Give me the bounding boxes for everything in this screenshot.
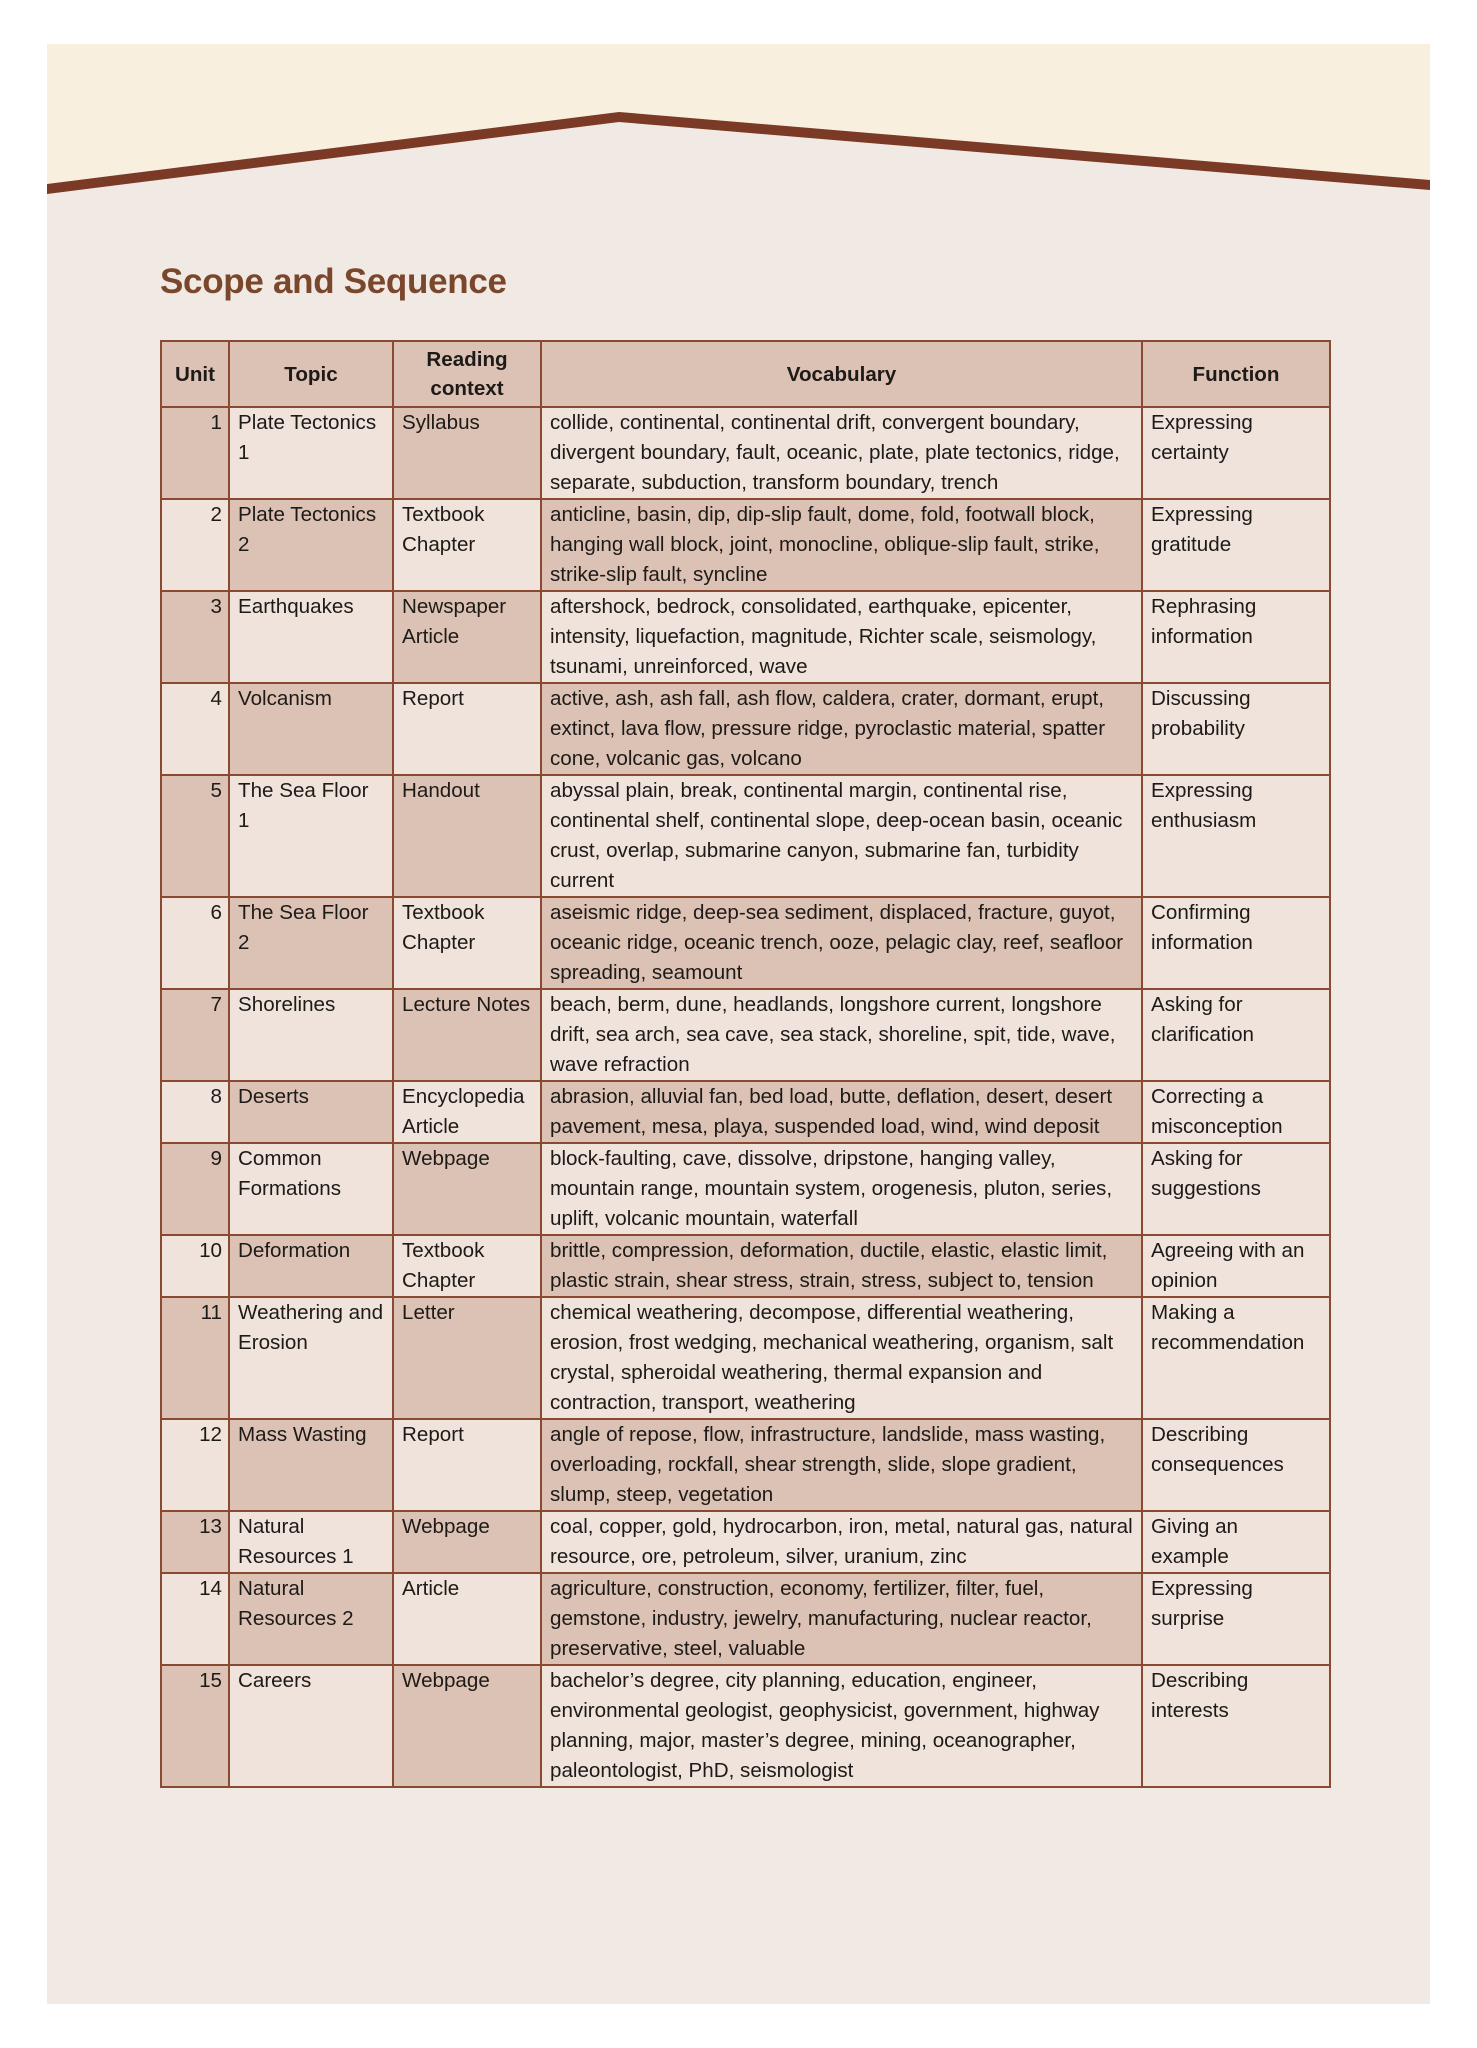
reading-context-cell: Textbook Chapter	[393, 1235, 541, 1297]
function-cell: Asking for clarification	[1142, 989, 1330, 1081]
function-cell: Correcting a misconception	[1142, 1081, 1330, 1143]
function-cell: Making a recommendation	[1142, 1297, 1330, 1419]
header-reading-context: Reading context	[393, 341, 541, 407]
vocabulary-cell: collide, continental, continental drift, convergent boundary, divergent boundary, fault, oceanic, plate, plate tectonics, ridge, separate, subduction, transform boundary, trench	[541, 407, 1142, 499]
function-cell: Expressing enthusiasm	[1142, 775, 1330, 897]
vocabulary-cell: abrasion, alluvial fan, bed load, butte, deflation, desert, desert pavement, mesa, playa, suspended load, wind, wind deposit	[541, 1081, 1142, 1143]
reading-context-cell: Letter	[393, 1297, 541, 1419]
unit-number: 3	[161, 591, 229, 683]
roof-decoration	[47, 44, 1430, 204]
table-row	[161, 1511, 1330, 1573]
vocabulary-cell: abyssal plain, break, continental margin, continental rise, continental shelf, continental slope, deep-ocean basin, oceanic crust, overlap, submarine canyon, submarine fan, turbidity current	[541, 775, 1142, 897]
header-row	[161, 341, 1330, 407]
unit-number: 7	[161, 989, 229, 1081]
vocabulary-cell: aftershock, bedrock, consolidated, earthquake, epicenter, intensity, liquefaction, magnitude, Richter scale, seismology, tsunami, unreinforced, wave	[541, 591, 1142, 683]
vocabulary-cell: agriculture, construction, economy, fertilizer, filter, fuel, gemstone, industry, jewelry, manufacturing, nuclear reactor, preservative, steel, valuable	[541, 1573, 1142, 1665]
function-cell: Discussing probability	[1142, 683, 1330, 775]
unit-number: 15	[161, 1665, 229, 1787]
function-cell: Expressing surprise	[1142, 1573, 1330, 1665]
vocabulary-cell: coal, copper, gold, hydrocarbon, iron, metal, natural gas, natural resource, ore, petroleum, silver, uranium, zinc	[541, 1511, 1142, 1573]
scope-sequence-table	[160, 340, 1331, 1788]
topic-cell: The Sea Floor 2	[229, 897, 393, 989]
table-row	[161, 775, 1330, 897]
unit-number: 10	[161, 1235, 229, 1297]
reading-context-cell: Lecture Notes	[393, 989, 541, 1081]
topic-cell: Natural Resources 1	[229, 1511, 393, 1573]
table-row	[161, 407, 1330, 499]
page-title: Scope and Sequence	[160, 262, 507, 301]
unit-number: 9	[161, 1143, 229, 1235]
function-cell: Agreeing with an opinion	[1142, 1235, 1330, 1297]
table-row	[161, 1235, 1330, 1297]
reading-context-cell: Webpage	[393, 1511, 541, 1573]
header-vocabulary: Vocabulary	[541, 341, 1142, 407]
table-row	[161, 591, 1330, 683]
table-row	[161, 683, 1330, 775]
table-row	[161, 1573, 1330, 1665]
header-topic: Topic	[229, 341, 393, 407]
topic-cell: Careers	[229, 1665, 393, 1787]
vocabulary-cell: active, ash, ash fall, ash flow, caldera, crater, dormant, erupt, extinct, lava flow, pressure ridge, pyroclastic material, spatter cone, volcanic gas, volcano	[541, 683, 1142, 775]
vocabulary-cell: anticline, basin, dip, dip-slip fault, dome, fold, footwall block, hanging wall block, joint, monocline, oblique-slip fault, strike, strike-slip fault, syncline	[541, 499, 1142, 591]
reading-context-cell: Webpage	[393, 1143, 541, 1235]
table-row	[161, 989, 1330, 1081]
topic-cell: Common Formations	[229, 1143, 393, 1235]
header-function: Function	[1142, 341, 1330, 407]
table-row	[161, 1665, 1330, 1787]
unit-number: 11	[161, 1297, 229, 1419]
function-cell: Giving an example	[1142, 1511, 1330, 1573]
unit-number: 13	[161, 1511, 229, 1573]
function-cell: Expressing gratitude	[1142, 499, 1330, 591]
table-row	[161, 1143, 1330, 1235]
unit-number: 8	[161, 1081, 229, 1143]
topic-cell: Plate Tectonics 1	[229, 407, 393, 499]
topic-cell: Plate Tectonics 2	[229, 499, 393, 591]
function-cell: Rephrasing information	[1142, 591, 1330, 683]
reading-context-cell: Webpage	[393, 1665, 541, 1787]
topic-cell: Natural Resources 2	[229, 1573, 393, 1665]
vocabulary-cell: beach, berm, dune, headlands, longshore current, longshore drift, sea arch, sea cave, sea stack, shoreline, spit, tide, wave, wave refraction	[541, 989, 1142, 1081]
table-row	[161, 1297, 1330, 1419]
unit-number: 14	[161, 1573, 229, 1665]
unit-number: 12	[161, 1419, 229, 1511]
reading-context-cell: Textbook Chapter	[393, 897, 541, 989]
vocabulary-cell: brittle, compression, deformation, ductile, elastic, elastic limit, plastic strain, shear stress, strain, stress, subject to, tension	[541, 1235, 1142, 1297]
reading-context-cell: Textbook Chapter	[393, 499, 541, 591]
function-cell: Expressing certainty	[1142, 407, 1330, 499]
unit-number: 6	[161, 897, 229, 989]
reading-context-cell: Handout	[393, 775, 541, 897]
function-cell: Asking for suggestions	[1142, 1143, 1330, 1235]
reading-context-cell: Report	[393, 1419, 541, 1511]
unit-number: 5	[161, 775, 229, 897]
topic-cell: Weathering and Erosion	[229, 1297, 393, 1419]
topic-cell: Volcanism	[229, 683, 393, 775]
table-row	[161, 1419, 1330, 1511]
header-unit: Unit	[161, 341, 229, 407]
topic-cell: Mass Wasting	[229, 1419, 393, 1511]
vocabulary-cell: angle of repose, flow, infrastructure, landslide, mass wasting, overloading, rockfall, shear strength, slide, slope gradient, slump, steep, vegetation	[541, 1419, 1142, 1511]
unit-number: 4	[161, 683, 229, 775]
reading-context-cell: Article	[393, 1573, 541, 1665]
function-cell: Describing interests	[1142, 1665, 1330, 1787]
vocabulary-cell: aseismic ridge, deep-sea sediment, displaced, fracture, guyot, oceanic ridge, oceanic trench, ooze, pelagic clay, reef, seafloor spreading, seamount	[541, 897, 1142, 989]
reading-context-cell: Encyclopedia Article	[393, 1081, 541, 1143]
unit-number: 1	[161, 407, 229, 499]
reading-context-cell: Newspaper Article	[393, 591, 541, 683]
vocabulary-cell: chemical weathering, decompose, differential weathering, erosion, frost wedging, mechanical weathering, organism, salt crystal, spheroidal weathering, thermal expansion and contraction, transport, weathering	[541, 1297, 1142, 1419]
vocabulary-cell: bachelor’s degree, city planning, education, engineer, environmental geologist, geophysicist, government, highway planning, major, master’s degree, mining, oceanographer, paleontologist, PhD, seismologist	[541, 1665, 1142, 1787]
function-cell: Confirming information	[1142, 897, 1330, 989]
table-row	[161, 897, 1330, 989]
topic-cell: Deserts	[229, 1081, 393, 1143]
reading-context-cell: Syllabus	[393, 407, 541, 499]
table-row	[161, 1081, 1330, 1143]
topic-cell: Shorelines	[229, 989, 393, 1081]
topic-cell: The Sea Floor 1	[229, 775, 393, 897]
topic-cell: Deformation	[229, 1235, 393, 1297]
function-cell: Describing consequences	[1142, 1419, 1330, 1511]
topic-cell: Earthquakes	[229, 591, 393, 683]
unit-number: 2	[161, 499, 229, 591]
vocabulary-cell: block-faulting, cave, dissolve, dripstone, hanging valley, mountain range, mountain system, orogenesis, pluton, series, uplift, volcanic mountain, waterfall	[541, 1143, 1142, 1235]
table-row	[161, 499, 1330, 591]
reading-context-cell: Report	[393, 683, 541, 775]
